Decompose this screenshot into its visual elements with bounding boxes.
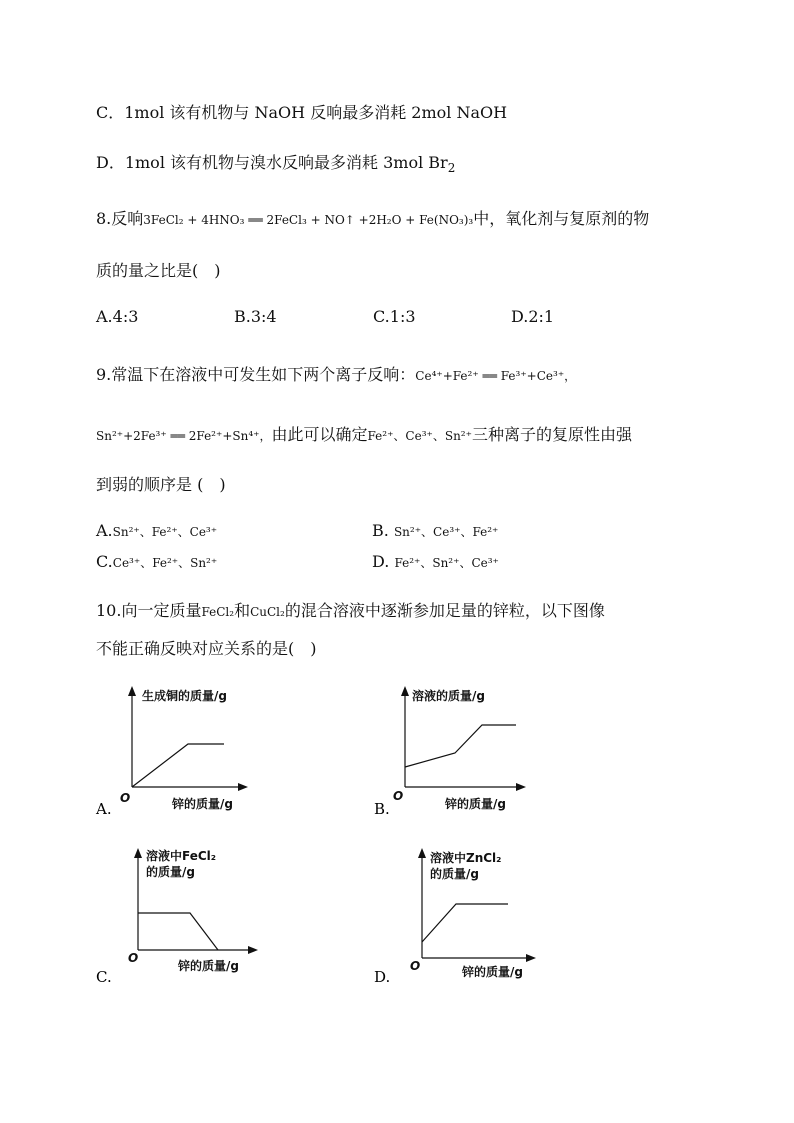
option-letter: C. <box>96 552 113 571</box>
q9-equation-1: Ce⁴⁺+Fe²⁺ ══ Fe³⁺+Ce³⁺， <box>415 369 577 383</box>
option-text: Fe²⁺、Sn²⁺、Ce³⁺ <box>394 556 499 570</box>
option-text: Sn²⁺、Ce³⁺、Fe²⁺ <box>393 525 499 539</box>
option-text: Sn²⁺、Fe²⁺、Ce³⁺ <box>112 525 218 539</box>
q10-cucl2: CuCl₂ <box>250 605 285 619</box>
y-axis-label-line2: 的质量/g <box>430 867 479 881</box>
q8-option-c[interactable]: C.1:3 <box>373 307 416 326</box>
q8-option-d[interactable]: D.2:1 <box>511 307 555 326</box>
x-axis-label: 锌的质量/g <box>445 797 506 811</box>
y-axis-label: 生成铜的质量/g <box>142 689 227 703</box>
q8-option-b[interactable]: B.3:4 <box>234 307 277 326</box>
question-10-line2: 不能正确反映对应关系的是( ) <box>96 639 317 658</box>
option-letter: B. <box>372 521 389 540</box>
option-d-text: D．1mol 该有机物与溴水反响最多消耗 3mol Br <box>96 153 448 172</box>
q9-ions: Fe²⁺、Ce³⁺、Sn²⁺ <box>367 429 472 443</box>
question-8-line2: 质的量之比是( ) <box>96 261 221 280</box>
y-axis-label-line2: 的质量/g <box>146 865 195 879</box>
x-axis-arrow <box>248 946 258 954</box>
option-letter: A. <box>96 521 113 540</box>
graph-d-svg <box>370 846 550 991</box>
q9-mid: 由此可以确定 <box>271 425 368 444</box>
graph-b-letter: B. <box>374 800 390 818</box>
y-axis-label-line1: 溶液中ZnCl₂ <box>430 851 502 865</box>
graph-c-svg <box>92 846 272 991</box>
y-axis-arrow <box>418 848 426 858</box>
curve <box>422 904 508 942</box>
q8-prefix: 8.反响 <box>96 209 144 228</box>
x-axis-label: 锌的质量/g <box>172 797 233 811</box>
graph-a-svg <box>92 682 272 822</box>
x-axis-arrow <box>238 783 248 791</box>
origin-label: O <box>393 789 404 803</box>
y-axis-label: 溶液的质量/g <box>412 689 485 703</box>
y-axis-label-line1: 溶液中FeCl₂ <box>146 849 217 863</box>
q9-prefix: 9.常温下在溶液中可发生如下两个离子反响： <box>96 365 416 384</box>
q9-option-d[interactable] <box>372 552 499 571</box>
option-d-prev <box>96 150 455 175</box>
graph-d-letter: D. <box>374 968 391 986</box>
graph-d[interactable] <box>370 846 550 991</box>
q9-option-c[interactable] <box>96 552 217 571</box>
q10-fecl2: FeCl₂ <box>201 605 235 619</box>
q9-suffix: 三种离子的复原性由强 <box>471 425 632 444</box>
graph-c[interactable] <box>92 846 272 991</box>
graph-c-letter: C. <box>96 968 112 986</box>
origin-label: O <box>410 959 421 973</box>
question-8-line1 <box>96 206 649 229</box>
y-axis-arrow <box>134 848 142 858</box>
subscript-2: 2 <box>447 161 456 176</box>
q8-suffix: 中，氧化剂与复原剂的物 <box>473 209 650 228</box>
option-letter: D. <box>372 552 390 571</box>
question-9-line2 <box>96 422 632 445</box>
graph-a-letter: A. <box>96 800 112 818</box>
q10-and: 和 <box>234 601 251 620</box>
q10-suffix: 的混合溶液中逐渐参加足量的锌粒，以下图像 <box>284 601 605 620</box>
q9-option-a[interactable] <box>96 521 217 540</box>
q10-prefix: 10.向一定质量 <box>96 601 202 620</box>
y-axis-arrow <box>401 686 409 696</box>
x-axis-label: 锌的质量/g <box>462 965 523 979</box>
option-text: Ce³⁺、Fe²⁺、Sn²⁺ <box>112 556 218 570</box>
q9-equation-2: Sn²⁺+2Fe³⁺ ══ 2Fe²⁺+Sn⁴⁺， <box>96 429 272 443</box>
curve <box>405 725 516 767</box>
origin-label: O <box>128 951 139 965</box>
question-9-line3: 到弱的顺序是 ( ) <box>96 475 226 494</box>
question-10-line1 <box>96 598 605 621</box>
question-9-line1 <box>96 362 576 385</box>
q8-option-a[interactable]: A.4:3 <box>96 307 139 326</box>
x-axis-label: 锌的质量/g <box>178 959 239 973</box>
graph-a[interactable] <box>92 682 272 822</box>
x-axis-arrow <box>516 783 526 791</box>
q8-equation: 3FeCl₂ + 4HNO₃ ══ 2FeCl₃ + NO↑ +2H₂O + Fe(NO₃)₃ <box>143 213 474 227</box>
curve <box>132 744 224 787</box>
graph-b-svg <box>370 682 550 822</box>
x-axis-arrow <box>526 954 536 962</box>
graph-b[interactable] <box>370 682 550 822</box>
option-c-prev: C．1mol 该有机物与 NaOH 反响最多消耗 2mol NaOH <box>96 103 508 122</box>
y-axis-arrow <box>128 686 136 696</box>
origin-label: O <box>120 791 131 805</box>
curve <box>138 913 218 950</box>
q9-option-b[interactable] <box>372 521 498 540</box>
